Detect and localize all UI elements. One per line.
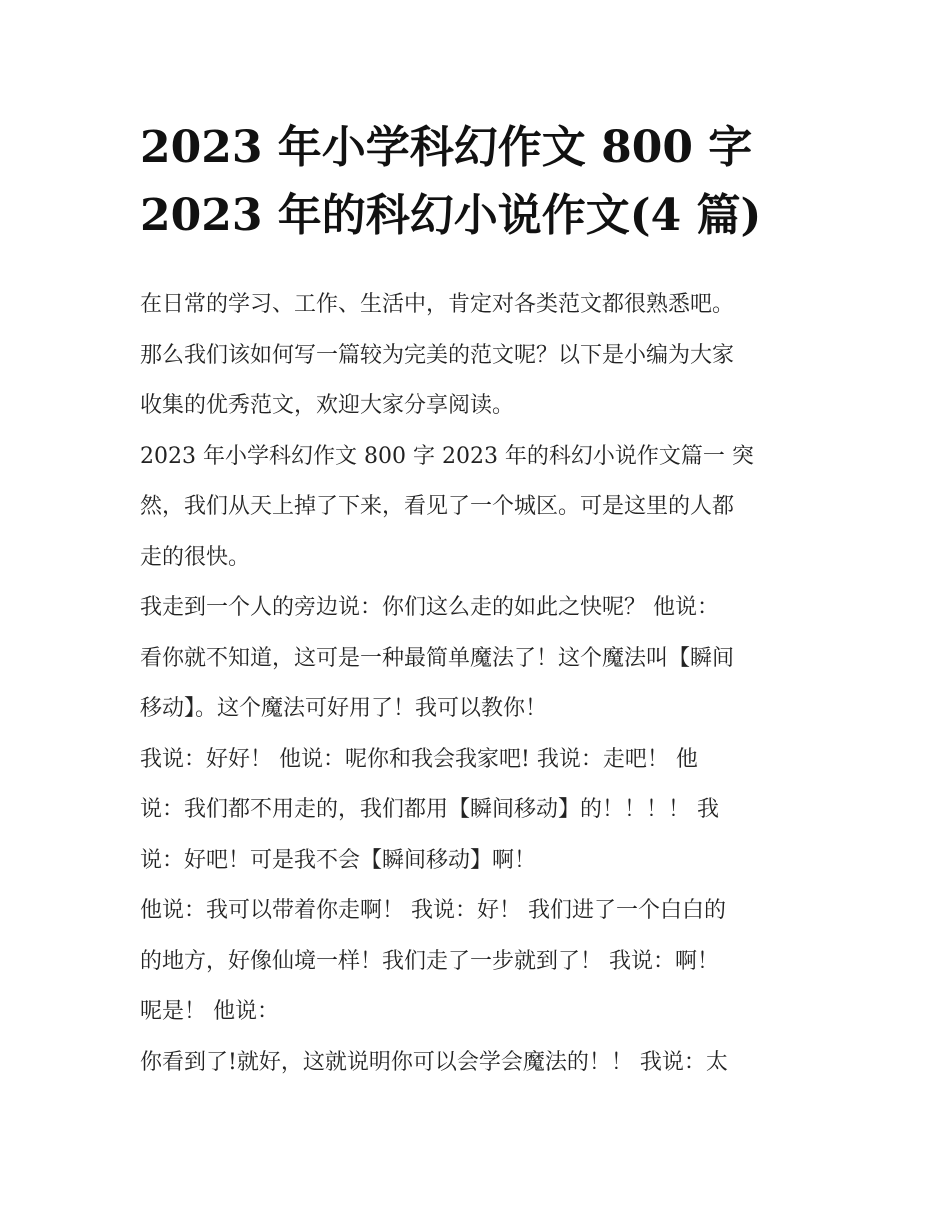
body-line: 的地方，好像仙境一样！我们走了一步就到了！ 我说：啊！ (140, 948, 719, 974)
body-line: 然，我们从天上掉了下来，看见了一个城区。可是这里的人都 (140, 494, 735, 519)
body-line: 他说：我可以带着你走啊！ 我说：好！ 我们进了一个白白的 (140, 898, 726, 923)
body-line: 呢是！ 他说： (140, 999, 279, 1024)
body-line: 看你就不知道，这可是一种最简单魔法了！这个魔法叫【瞬间 (140, 645, 735, 671)
body-line: 我走到一个人的旁边说：你们这么走的如此之快呢？ 他说： (140, 595, 719, 620)
body-line: 说：我们都不用走的，我们都用【瞬间移动】的！！！！ 我 (140, 797, 719, 822)
body-line: 那么我们该如何写一篇较为完美的范文呢？以下是小编为大家 (140, 342, 735, 368)
document-title (140, 114, 820, 250)
body-line: 在日常的学习、工作、生活中，肯定对各类范文都很熟悉吧。 (140, 292, 735, 317)
document-body (140, 280, 820, 1088)
title-line-2: 2023 年的科幻小说作文(4 篇) (140, 190, 762, 241)
body-line: 移动】。这个魔法可好用了！我可以教你！ (140, 696, 548, 721)
title-line-1: 2023 年小学科幻作文 800 字 (140, 122, 753, 173)
body-line: 收集的优秀范文，欢迎大家分享阅读。 (140, 393, 515, 418)
body-line: 说：好吧！可是我不会【瞬间移动】啊！ (140, 847, 537, 873)
body-line: 2023 年小学科幻作文 800 字 2023 年的科幻小说作文篇一 突 (140, 443, 754, 469)
body-line: 走的很快。 (140, 544, 251, 570)
body-line: 你看到了!就好，这就说明你可以会学会魔法的！！ 我说：太 (140, 1049, 728, 1075)
body-line: 我说：好好！ 他说：呢你和我会我家吧! 我说：走吧！ 他 (140, 746, 698, 772)
